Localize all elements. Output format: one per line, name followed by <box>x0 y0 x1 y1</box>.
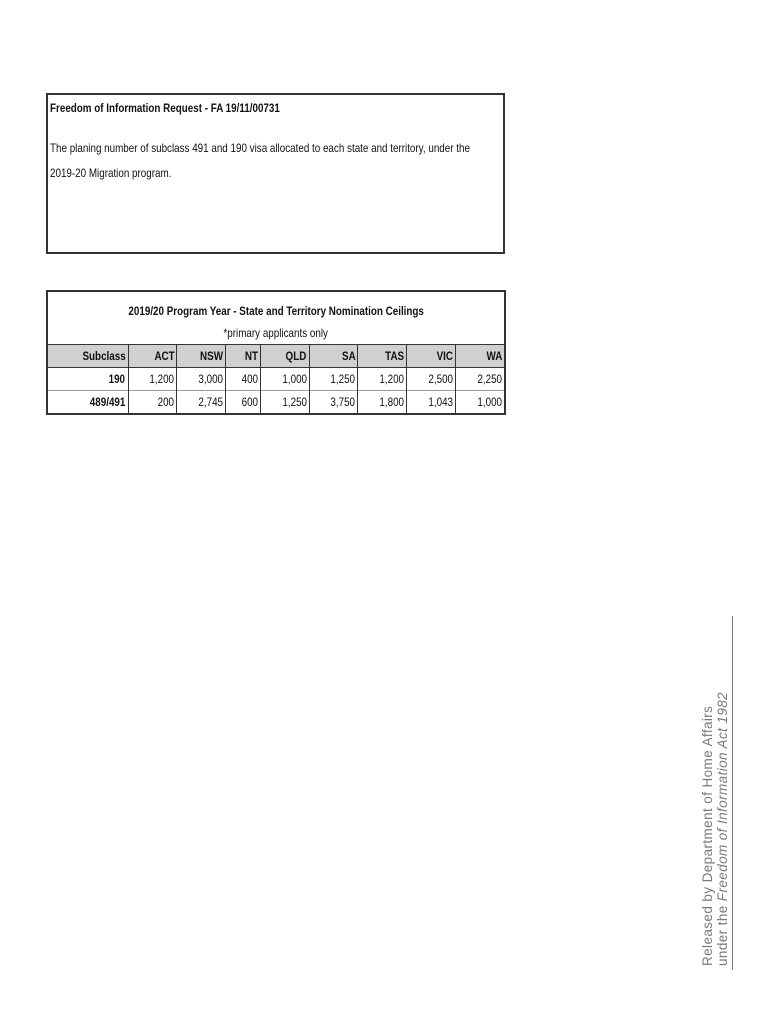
header-nt: NT <box>226 345 261 368</box>
stamp-line-2: under the Freedom of Information Act 1982 <box>715 691 730 966</box>
table-cell: 400 <box>226 368 261 391</box>
header-nsw: NSW <box>177 345 226 368</box>
table-cell: 2,500 <box>407 368 456 391</box>
row-subclass-cell: 489/491 <box>47 391 128 415</box>
header-subclass: Subclass <box>47 345 128 368</box>
table-cell: 3,000 <box>177 368 226 391</box>
table-row <box>47 368 505 391</box>
table-cell: 1,250 <box>260 391 309 415</box>
table-row <box>47 391 505 415</box>
foi-request-box <box>46 93 505 254</box>
table-cell: 200 <box>128 391 177 415</box>
table-cell: 1,043 <box>407 391 456 415</box>
request-title: Freedom of Information Request - FA 19/11/00731 <box>50 101 280 115</box>
table-cell: 1,200 <box>128 368 177 391</box>
nomination-ceilings-table <box>46 290 506 415</box>
table-cell: 2,250 <box>455 368 505 391</box>
foi-release-stamp <box>700 616 733 970</box>
table-subtitle: *primary applicants only <box>223 326 329 340</box>
table-cell: 1,000 <box>455 391 505 415</box>
table-cell: 3,750 <box>309 391 358 415</box>
header-vic: VIC <box>407 345 456 368</box>
header-qld: QLD <box>260 345 309 368</box>
table-cell: 2,745 <box>177 391 226 415</box>
table-header-row <box>47 345 505 368</box>
stamp-line-1: Released by Department of Home Affairs <box>700 705 715 966</box>
table-cell: 1,000 <box>260 368 309 391</box>
table-cell: 1,200 <box>358 368 407 391</box>
header-wa: WA <box>455 345 505 368</box>
table-cell: 1,250 <box>309 368 358 391</box>
request-description: The planing number of subclass 491 and 190 visa allocated to each state and territory, under the 2019-20 Migration program. <box>50 141 470 180</box>
table-cell: 600 <box>226 391 261 415</box>
table-cell: 1,800 <box>358 391 407 415</box>
table-title: 2019/20 Program Year - State and Territory Nomination Ceilings <box>128 304 424 318</box>
row-subclass-cell: 190 <box>47 368 128 391</box>
header-act: ACT <box>128 345 177 368</box>
header-sa: SA <box>309 345 358 368</box>
header-tas: TAS <box>358 345 407 368</box>
